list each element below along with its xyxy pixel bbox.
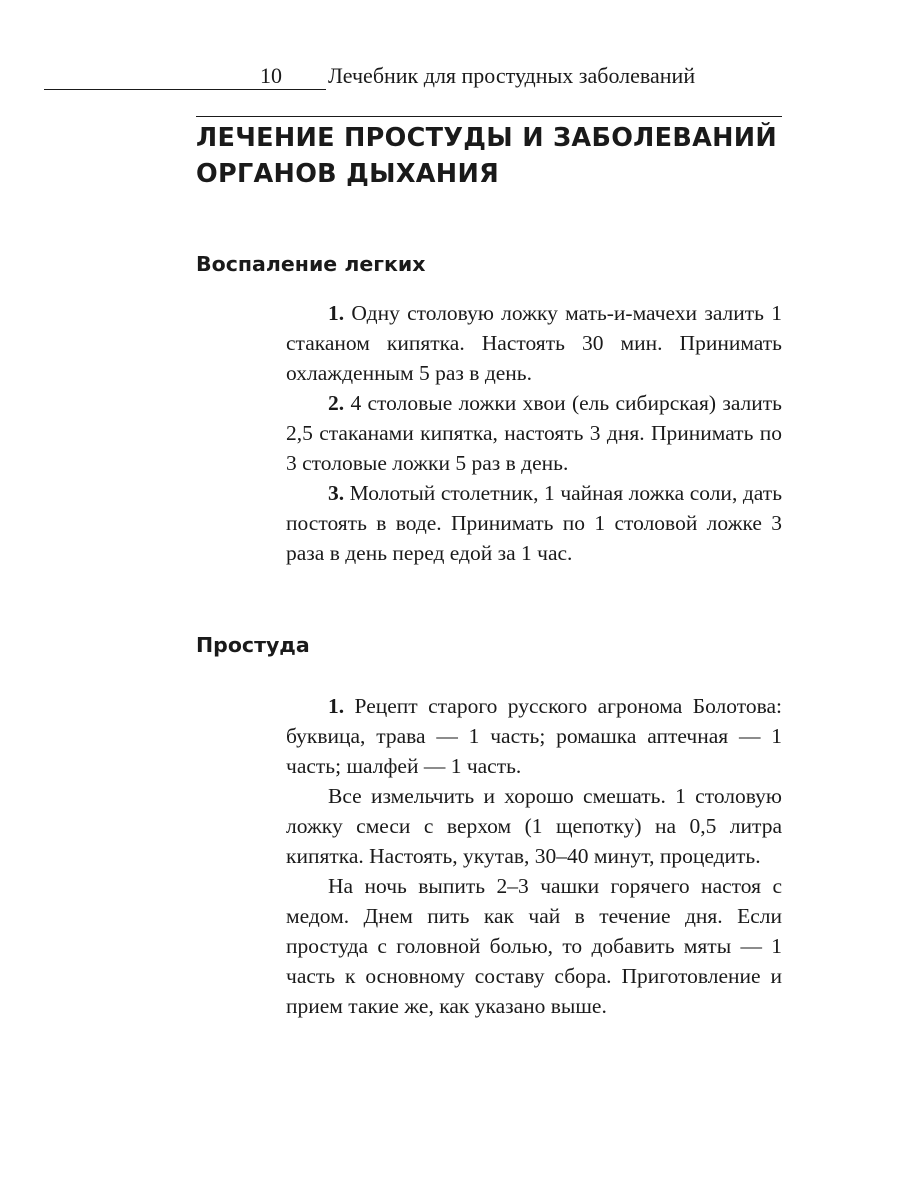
chapter-title-line-2: ОРГАНОВ ДЫХАНИЯ bbox=[196, 159, 500, 189]
recipe-paragraph bbox=[286, 871, 782, 1021]
recipe-text: Одну столовую ложку мать-и-мачехи залить 1 стаканом кипятка. Настоять 30 мин. Принимать охлажденным 5 раз в день. bbox=[286, 301, 782, 385]
recipe-text: На ночь выпить 2–3 чашки горячего настоя с медом. Днем пить как чай в течение дня. Если простуда с головной болью, то добавить мяты — 1 часть к основному составу сбора. Приготовление и прием такие же, как указано выше. bbox=[286, 874, 782, 1018]
section-heading-cold: Простуда bbox=[196, 633, 310, 657]
recipe-text: Молотый столетник, 1 чайная ложка соли, дать постоять в воде. Принимать по 1 столовой ложке 3 раза в день перед едой за 1 час. bbox=[286, 481, 782, 565]
recipe-text: 4 столовые ложки хвои (ель сибирская) залить 2,5 стаканами кипятка, настоять 3 дня. Принимать по 3 столовые ложки 5 раз в день. bbox=[286, 391, 782, 475]
section-body-cold bbox=[286, 691, 782, 1021]
section-body-pneumonia bbox=[286, 298, 782, 568]
recipe-paragraph bbox=[286, 478, 782, 568]
recipe-text: Все измельчить и хорошо смешать. 1 столовую ложку смеси с верхом (1 щепотку) на 0,5 литра кипятка. Настоять, укутав, 30–40 минут, процедить. bbox=[286, 784, 782, 868]
chapter-title bbox=[196, 120, 786, 192]
recipe-number: 2. bbox=[328, 391, 345, 415]
book-title: Лечебник для простудных заболеваний bbox=[328, 63, 696, 88]
section-heading-pneumonia: Воспаление легких bbox=[196, 252, 426, 276]
running-head-rule bbox=[44, 89, 326, 90]
recipe-text: Рецепт старого русского агронома Болотова: буквица, трава — 1 часть; ромашка аптечная — 1 часть; шалфей — 1 часть. bbox=[286, 694, 782, 778]
recipe-paragraph bbox=[286, 388, 782, 478]
page-number: 10 bbox=[260, 63, 282, 88]
recipe-paragraph bbox=[286, 298, 782, 388]
chapter-title-line-1: ЛЕЧЕНИЕ ПРОСТУДЫ И ЗАБОЛЕВАНИЙ bbox=[196, 123, 778, 153]
recipe-number: 1. bbox=[328, 301, 345, 325]
recipe-paragraph bbox=[286, 781, 782, 871]
recipe-number: 1. bbox=[328, 694, 345, 718]
running-head bbox=[0, 62, 900, 94]
chapter-rule bbox=[196, 116, 782, 117]
recipe-paragraph bbox=[286, 691, 782, 781]
recipe-number: 3. bbox=[328, 481, 345, 505]
